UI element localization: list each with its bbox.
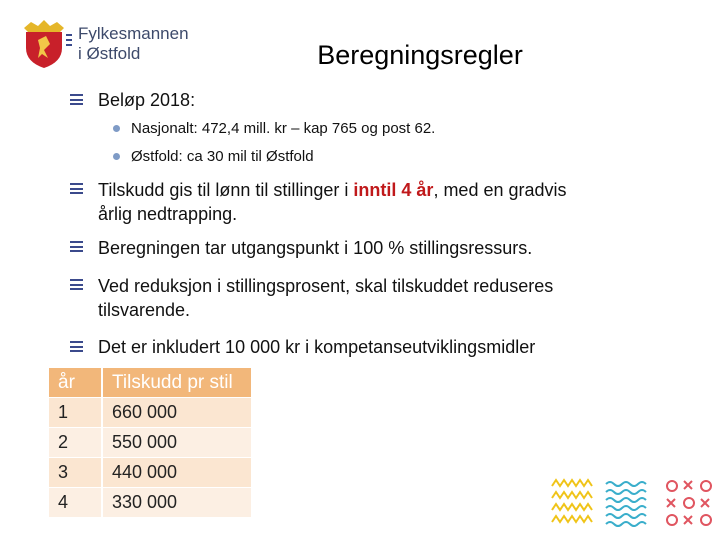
bullet-reduction-line2: tilsvarende. [98,300,191,320]
grant-table [49,368,251,518]
sub-bullet-dot [113,153,120,160]
table-row [49,398,251,428]
table-cell-year: 4 [49,488,102,518]
table-row [49,428,251,458]
table-row [49,458,251,488]
table-cell-amount: 550 000 [102,428,251,458]
bullet-amount-2018: Beløp 2018: [98,90,196,110]
sub-bullet-national: Nasjonalt: 472,4 mill. kr – kap 765 og post 62. [131,120,436,137]
bullet-icon [70,241,83,252]
org-name-line1: Fylkesmannen [78,24,189,43]
bullet-salary-grant-pre: Tilskudd gis til lønn til stillinger i [98,180,354,200]
table-header-year: år [49,368,102,398]
table-cell-amount: 330 000 [102,488,251,518]
table-header-grant: Tilskudd pr stil [102,368,251,398]
sub-bullet-dot [113,125,120,132]
table-cell-year: 1 [49,398,102,428]
table-cell-amount: 440 000 [102,458,251,488]
table-cell-year: 2 [49,428,102,458]
bullet-icon [70,341,83,352]
highlight-max-4-years: inntil 4 år [353,180,434,200]
org-name-line2: i Østfold [78,44,141,63]
table-header-row [49,368,251,398]
decorative-pattern [550,478,720,538]
bullet-salary-grant-post: , med en gradvis [433,180,567,200]
table-row [49,488,251,518]
table-cell-year: 3 [49,458,102,488]
sub-bullet-ostfold: Østfold: ca 30 mil til Østfold [131,148,314,165]
bullet-icon [70,94,83,105]
slide-title: Beregningsregler [317,40,523,70]
bullet-icon [70,183,83,194]
bullet-icon [70,279,83,290]
bullet-competence-funds: Det er inkludert 10 000 kr i kompetanseutviklingsmidler [98,337,536,357]
bullet-calculation-basis: Beregningen tar utgangspunkt i 100 % stillingsressurs. [98,238,533,258]
table-cell-amount: 660 000 [102,398,251,428]
bullet-salary-grant-line2: årlig nedtrapping. [98,204,238,224]
bullet-reduction: Ved reduksjon i stillingsprosent, skal tilskuddet reduseres [98,276,554,296]
bullet-salary-grant [98,178,567,202]
